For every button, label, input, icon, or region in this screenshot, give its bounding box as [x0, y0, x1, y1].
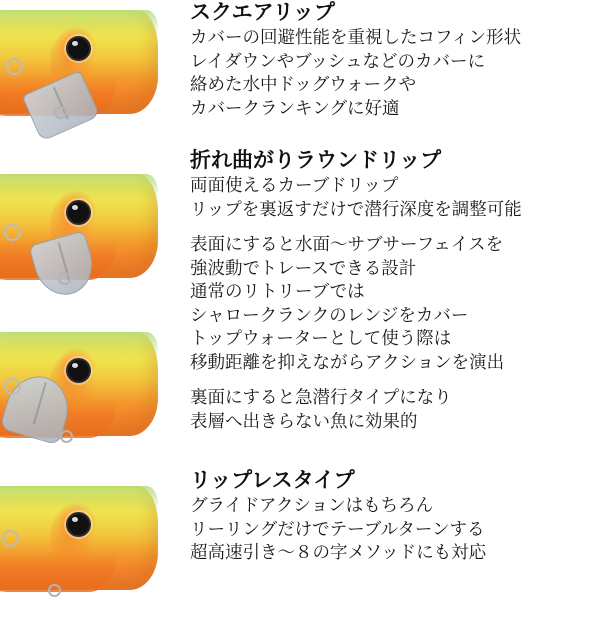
line-tie-eye-icon — [6, 58, 23, 75]
body-line: レイダウンやブッシュなどのカバーに — [190, 50, 486, 71]
body-line: 移動距離を抑えながらアクションを演出 — [190, 351, 505, 372]
text-square-lip — [190, 0, 600, 120]
line-tie-eye-icon — [4, 378, 21, 395]
hook-hanger-icon — [48, 584, 61, 597]
body-line: 強波動でトレースできる設計 — [190, 257, 417, 278]
hook-hanger-icon — [58, 272, 71, 285]
heading-square-lip: スクエアリップ — [190, 1, 335, 24]
body-line: 絡めた水中ドッグウォークや — [190, 74, 417, 94]
lure-body — [0, 486, 158, 590]
lure-eye-icon — [66, 36, 91, 61]
body-line: 裏面にすると急潜行タイプになり — [190, 387, 452, 407]
body-line: 表面にすると水面〜サブサーフェイスを — [190, 234, 504, 254]
heading-lipless: リップレスタイプ — [190, 469, 355, 492]
body-line: 超高速引き〜８の字メソッドにも対応 — [190, 542, 487, 562]
lip-seam — [33, 382, 46, 424]
body-line: 両面使えるカーブドリップ — [190, 175, 399, 195]
line-tie-eye-icon — [2, 530, 19, 547]
heading-bent-round-lip: 折れ曲がりラウンドリップ — [190, 149, 442, 172]
lure-square-lip — [0, 0, 190, 146]
hook-hanger-icon — [60, 430, 73, 443]
body-line: トップウォーターとして使う際は — [190, 328, 452, 348]
text-lipless — [190, 468, 600, 565]
lure-round-lip-reversed — [0, 318, 190, 468]
body-line: 表層へ出きらない魚に効果的 — [190, 410, 418, 431]
paragraph — [190, 386, 600, 433]
line-tie-eye-icon — [4, 224, 21, 241]
paragraph — [190, 174, 600, 221]
paragraph — [190, 233, 600, 374]
paragraph-gap — [190, 374, 600, 386]
paragraph-gap — [190, 221, 600, 233]
lure-eye-icon — [66, 512, 91, 537]
lure-illustration-lipless — [0, 468, 190, 600]
body-line: リーリングだけでテーブルターンする — [190, 518, 485, 539]
body-line: シャロークランクのレンジをカバー — [190, 304, 469, 325]
section-lipless — [0, 468, 600, 600]
section-bent-round-lip — [0, 148, 600, 468]
lure-eye-icon — [66, 358, 91, 383]
body-line: リップを裏返すだけで潜行深度を調整可能 — [190, 198, 522, 219]
section-square-lip — [0, 0, 600, 148]
lure-round-lip-front — [0, 160, 190, 310]
body-line: カバークランキングに好適 — [190, 97, 400, 118]
lure-illustration-square-lip — [0, 0, 190, 148]
lure-eye-icon — [66, 200, 91, 225]
paragraph — [190, 494, 600, 565]
hook-hanger-icon — [54, 106, 67, 119]
body-line: グライドアクションはもちろん — [190, 495, 434, 515]
paragraph — [190, 26, 600, 120]
text-bent-round-lip — [190, 148, 600, 433]
body-line: 通常のリトリーブでは — [190, 281, 365, 301]
body-line: カバーの回避性能を重視したコフィン形状 — [190, 27, 522, 47]
